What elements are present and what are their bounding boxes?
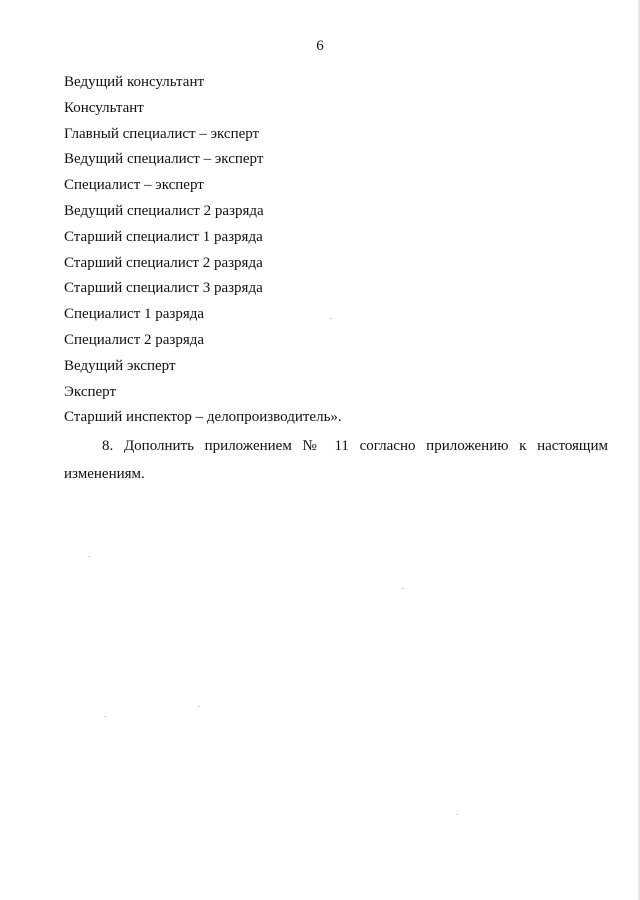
scan-speck [330,318,332,319]
list-item: Специалист – эксперт [64,177,204,194]
list-item: Консультант [64,99,144,116]
paragraph-8 [64,432,608,488]
list-item: Ведущий консультант [64,74,205,90]
list-item: Старший специалист 2 разряда [64,254,263,271]
list-item: Ведущий эксперт [64,357,176,374]
list-item: Специалист 2 разряда [64,331,205,348]
scan-speck [402,588,404,589]
paragraph-8-text: 8. Дополнить приложением № 11 согласно приложению к настоящим изменениям. [64,438,608,482]
list-item: Ведущий специалист – эксперт [64,151,264,168]
list-item: Старший специалист 3 разряда [64,280,263,297]
scan-speck [88,556,90,557]
page-number: 6 [316,38,324,54]
scan-speck [104,716,106,717]
list-item: Специалист 1 разряда [64,306,205,323]
list-item: Главный специалист – эксперт [64,125,260,142]
list-item: Старший инспектор – делопроизводитель». [64,409,342,426]
scan-speck [456,814,458,815]
positions-list [64,70,342,431]
list-item: Старший специалист 1 разряда [64,228,263,245]
list-item: Ведущий специалист 2 разряда [64,202,264,219]
scan-speck [198,706,200,707]
list-item: Эксперт [64,383,117,400]
